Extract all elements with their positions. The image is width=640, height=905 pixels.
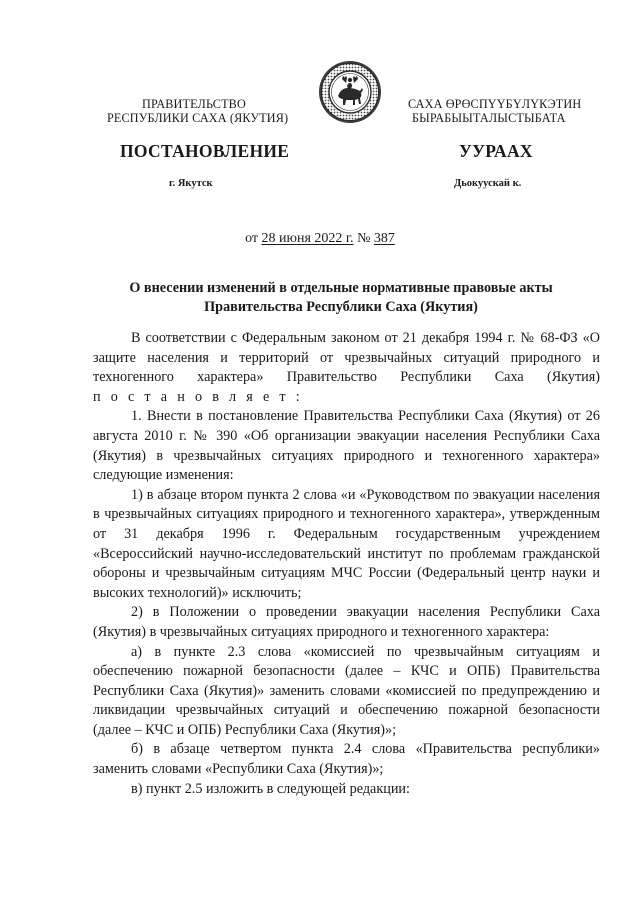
decides-word: п о с т а н о в л я е т :: [93, 388, 303, 405]
document-title: [90, 279, 592, 317]
decree-date: 28 июня 2022 г.: [261, 231, 354, 246]
decree-date-number: [0, 231, 640, 247]
decree-date-prefix: от: [245, 231, 259, 246]
resolution-title: ПОСТАНОВЛЕНИЕ: [120, 141, 290, 161]
item-paragraph-5: б) в абзаце четвертом пункта 2.4 слова «Правительства республики» заменить словами «Республики Саха (Якутия)»;: [93, 741, 600, 778]
document-title-line2: Правительства Республики Саха (Якутия): [204, 299, 478, 315]
resolution-title-sakha: УУРААХ: [459, 141, 533, 161]
item-paragraph-2: 1) в абзаце втором пункта 2 слова «и «Руководством по эвакуации населения в чрезвычайных ситуациях природного и техногенного характера», утвержденным от 31 декабря 1996 г. Федеральным государственным учреждением «Всероссийский научно-исследовательский институт по проблемам гражданской обороны и чрезвычайным ситуациям МЧС России (Федеральный центр науки и высоких технологий)» исключить;: [93, 486, 600, 601]
item-paragraph-3: 2) в Положении о проведении эвакуации населения Республики Саха (Якутия) в чрезвычайных ситуациях природного и техногенного характера:: [93, 604, 600, 640]
item-paragraph-1: 1. Внести в постановление Правительства Республики Саха (Якутия) от 26 августа 2010 г. № 390 «Об организации эвакуации населения Республики Саха (Якутия) в чрезвычайных ситуациях природного и техногенного характера» следующие изменения:: [93, 408, 600, 484]
item-paragraph-6: в) пункт 2.5 изложить в следующей редакции:: [131, 780, 410, 797]
city-name-sakha: Дьокуускай к.: [454, 178, 522, 189]
document-title-line1: О внесении изменений в отдельные нормативные правовые акты: [129, 280, 553, 296]
city-name: г. Якутск: [169, 178, 213, 189]
government-name-line2: РЕСПУБЛИКИ САХА (ЯКУТИЯ): [107, 111, 289, 125]
government-name-sakha-line2: БЫРАБЫЫТАЛЫСТЫБАТА: [412, 111, 566, 125]
government-name-line1: ПРАВИТЕЛЬСТВО: [142, 97, 246, 111]
decree-number-sign: №: [357, 231, 371, 246]
coat-of-arms-emblem-icon: [318, 60, 382, 124]
item-paragraph-4: а) в пункте 2.3 слова «комиссией по чрезвычайным ситуациям и обеспечению пожарной безопасности (далее – КЧС и ОПБ) Правительства Республики Саха (Якутия)» заменить словами «комиссией по предупреждению и ликвидации чрезвычайных ситуаций и обеспечению пожарной безопасности (далее – КЧС и ОПБ) Республики Саха (Якутия)»;: [93, 643, 600, 738]
document-body: [93, 329, 600, 799]
decree-number: 387: [373, 231, 395, 246]
intro-paragraph: В соответствии с Федеральным законом от 21 декабря 1994 г. № 68-ФЗ «О защите населения и территорий от чрезвычайных ситуаций природного и техногенного характера» Правительство Республики Саха (Якутия): [93, 330, 600, 386]
government-name-sakha-line1: САХА ӨРӨСПҮҮБҮЛҮКЭТИН: [408, 97, 582, 111]
